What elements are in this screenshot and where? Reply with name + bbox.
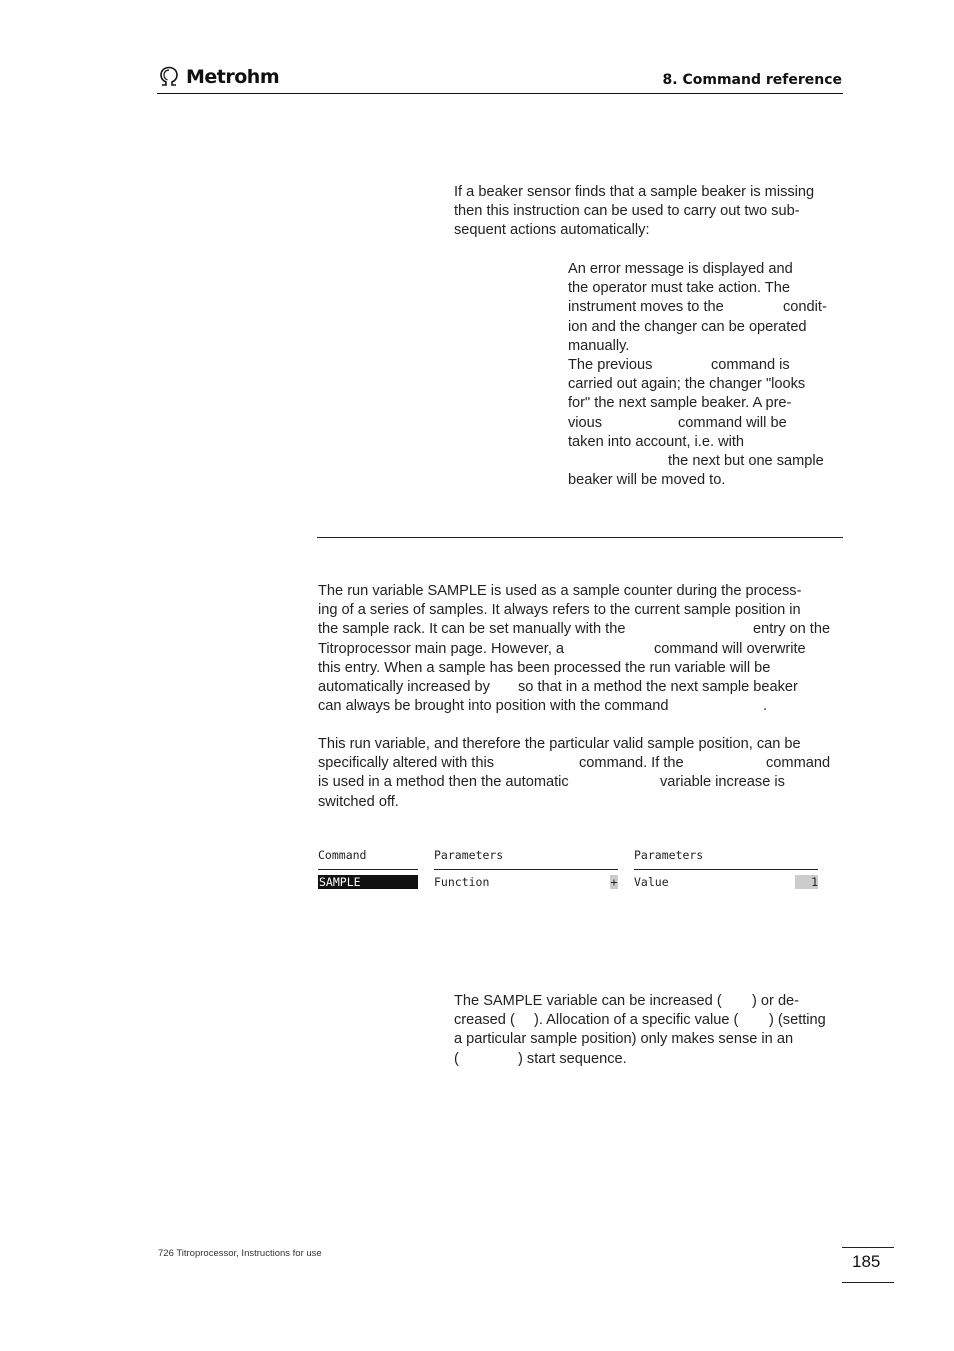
section-divider [317, 537, 843, 538]
text-line: the operator must take action. The [568, 280, 791, 296]
text-line: taken into account, i.e. with [568, 434, 745, 450]
text-fragment: ) start sequence. [518, 1051, 627, 1067]
command-table [318, 848, 828, 898]
text-fragment: variable increase is [660, 774, 785, 790]
text-line: creased ( [454, 1012, 515, 1028]
column-header-parameters: Parameters [634, 848, 704, 862]
omega-logo-icon [158, 66, 180, 88]
text-fragment: ) or de- [752, 993, 800, 1009]
text-line: this entry. When a sample has been processed the run variable will be [318, 660, 771, 676]
column-underline [634, 869, 818, 870]
text-line: The previous [568, 357, 653, 373]
text-fragment: ). Allocation of a specific value ( [534, 1012, 739, 1028]
section-title: 8. Command reference [662, 72, 842, 88]
text-fragment: command [766, 755, 831, 771]
text-fragment: . [763, 698, 768, 714]
text-line: ing of a series of samples. It always refers to the current sample position in [318, 602, 801, 618]
logo-text: Metrohm [186, 66, 280, 88]
text-fragment: command. If the [579, 755, 684, 771]
text-line: vious [568, 415, 603, 431]
text-line: automatically increased by [318, 679, 490, 695]
intro-paragraph [454, 183, 854, 243]
function-description [454, 992, 854, 1072]
text-fragment: entry on the [753, 621, 831, 637]
text-line: This run variable, and therefore the particular valid sample position, can be [318, 736, 801, 752]
text-line: switched off. [318, 794, 399, 810]
sample-variable-paragraph [318, 582, 848, 722]
command-cell: SAMPLE [318, 875, 418, 889]
column-underline [318, 869, 418, 870]
text-line: Titroprocessor main page. However, a [318, 641, 565, 657]
value-field: 1 [795, 875, 818, 889]
text-fragment: command is [711, 357, 790, 373]
option-b-description [568, 356, 848, 496]
text-fragment: so that in a method the next sample beaker [518, 679, 798, 695]
parameter-function: Function [434, 875, 490, 889]
text-line: then this instruction can be used to carry out two sub- [454, 203, 800, 219]
text-line: a particular sample position) only makes sense in an [454, 1031, 794, 1047]
metrohm-logo [158, 66, 279, 88]
text-line: is used in a method then the automatic [318, 774, 569, 790]
text-fragment: ) (setting [769, 1012, 826, 1028]
text-fragment: condit- [783, 299, 827, 315]
option-a-description [568, 260, 848, 360]
text-fragment: command will be [678, 415, 787, 431]
text-line: manually. [568, 338, 630, 354]
text-line: for" the next sample beaker. A pre- [568, 395, 792, 411]
text-fragment: command will overwrite [654, 641, 806, 657]
text-line: instrument moves to the [568, 299, 724, 315]
text-line: sequent actions automatically: [454, 222, 650, 238]
text-line: If a beaker sensor finds that a sample beaker is missing [454, 184, 815, 200]
parameter-value: Value [634, 875, 669, 889]
text-line: An error message is displayed and [568, 261, 793, 277]
text-line: The SAMPLE variable can be increased ( [454, 993, 722, 1009]
header-divider [157, 93, 843, 94]
text-line: can always be brought into position with the command [318, 698, 669, 714]
column-header-parameters: Parameters [434, 848, 504, 862]
text-line: specifically altered with this [318, 755, 495, 771]
footer-document-title: 726 Titroprocessor, Instructions for use [158, 1248, 322, 1259]
text-line: beaker will be moved to. [568, 472, 726, 488]
text-line: carried out again; the changer "looks [568, 376, 806, 392]
text-line: the sample rack. It can be set manually with the [318, 621, 626, 637]
text-line: The run variable SAMPLE is used as a sample counter during the process- [318, 583, 802, 599]
column-header-command: Command [318, 848, 367, 862]
text-line: ion and the changer can be operated [568, 319, 807, 335]
column-underline [434, 869, 618, 870]
text-fragment: the next but one sample [668, 453, 824, 469]
function-marker: + [610, 875, 618, 889]
page-number: 185 [852, 1252, 881, 1271]
sample-alter-paragraph [318, 735, 848, 815]
text-line: ( [454, 1051, 459, 1067]
